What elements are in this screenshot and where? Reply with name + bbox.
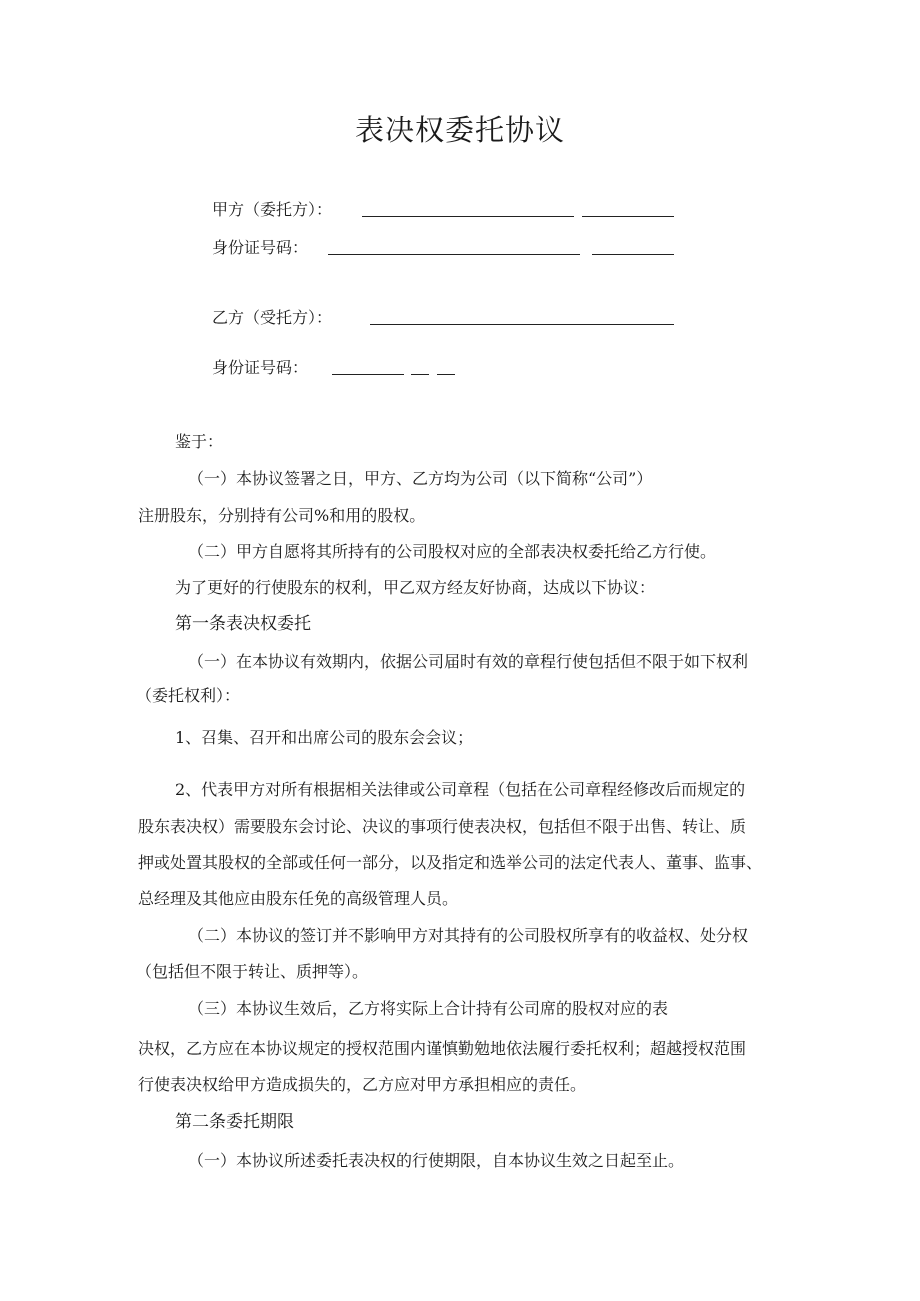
article1-p2-line2: （包括但不限于转让、质押等）。 xyxy=(136,962,369,981)
article1-item2-line4: 总经理及其他应由股东任免的高级管理人员。 xyxy=(138,889,459,908)
party-b-id-label: 身份证号码： xyxy=(212,358,309,377)
party-b-name-blank[interactable] xyxy=(370,324,674,325)
article1-heading: 第一条表决权委托 xyxy=(175,614,311,634)
article1-p1-line1: （一）在本协议有效期内，依据公司届时有效的章程行使包括但不限于如下权利 xyxy=(188,652,749,671)
party-a-name-blank[interactable] xyxy=(362,216,574,217)
article1-p3-line1: （三）本协议生效后，乙方将实际上合计持有公司席的股权对应的表 xyxy=(188,999,669,1018)
party-a-label: 甲方（委托方）： xyxy=(212,200,333,219)
article1-p3-line2: 决权，乙方应在本协议规定的授权范围内谨慎勤勉地依法履行委托权利；超越授权范围 xyxy=(138,1039,747,1058)
article1-item2-line2: 股东表决权）需要股东会讨论、决议的事项行使表决权，包括但不限于出售、转让、质 xyxy=(138,817,747,836)
document-title: 表决权委托协议 xyxy=(354,113,565,147)
article2-heading: 第二条委托期限 xyxy=(175,1112,294,1132)
party-a-name-blank-2[interactable] xyxy=(582,216,674,217)
article2-p1: （一）本协议所述委托表决权的行使期限，自本协议生效之日起至止。 xyxy=(188,1151,685,1170)
whereas-item1-line2: 注册股东，分别持有公司%和用的股权。 xyxy=(138,506,426,525)
article1-p2-line1: （二）本协议的签订并不影响甲方对其持有的公司股权所享有的收益权、处分权 xyxy=(188,926,749,945)
whereas-item2: （二）甲方自愿将其所持有的公司股权对应的全部表决权委托给乙方行使。 xyxy=(188,542,717,561)
party-b-id-blank-2[interactable] xyxy=(411,374,429,375)
article1-item1: 1、召集、召开和出席公司的股东会会议； xyxy=(175,728,474,747)
party-b-id-blank[interactable] xyxy=(332,374,404,375)
whereas-heading: 鉴于： xyxy=(175,432,224,451)
party-b-id-blank-3[interactable] xyxy=(437,374,455,375)
purpose-statement: 为了更好的行使股东的权利，甲乙双方经友好协商，达成以下协议： xyxy=(175,578,656,597)
party-a-id-blank[interactable] xyxy=(328,254,580,255)
party-a-id-label: 身份证号码： xyxy=(212,238,309,257)
article1-p1-line2: （委托权利）： xyxy=(136,686,241,705)
party-b-label: 乙方（受托方）： xyxy=(212,308,333,327)
article1-item2-line3: 押或处置其股权的全部或任何一部分，以及指定和选举公司的法定代表人、董事、监事、 xyxy=(138,853,763,872)
article1-item2-line1: 2、代表甲方对所有根据相关法律或公司章程（包括在公司章程经修改后而规定的 xyxy=(175,780,746,799)
whereas-item1-line1: （一）本协议签署之日，甲方、乙方均为公司（以下简称“公司”） xyxy=(188,469,653,488)
party-a-id-blank-2[interactable] xyxy=(592,254,674,255)
article1-p3-line3: 行使表决权给甲方造成损失的，乙方应对甲方承担相应的责任。 xyxy=(138,1075,587,1094)
